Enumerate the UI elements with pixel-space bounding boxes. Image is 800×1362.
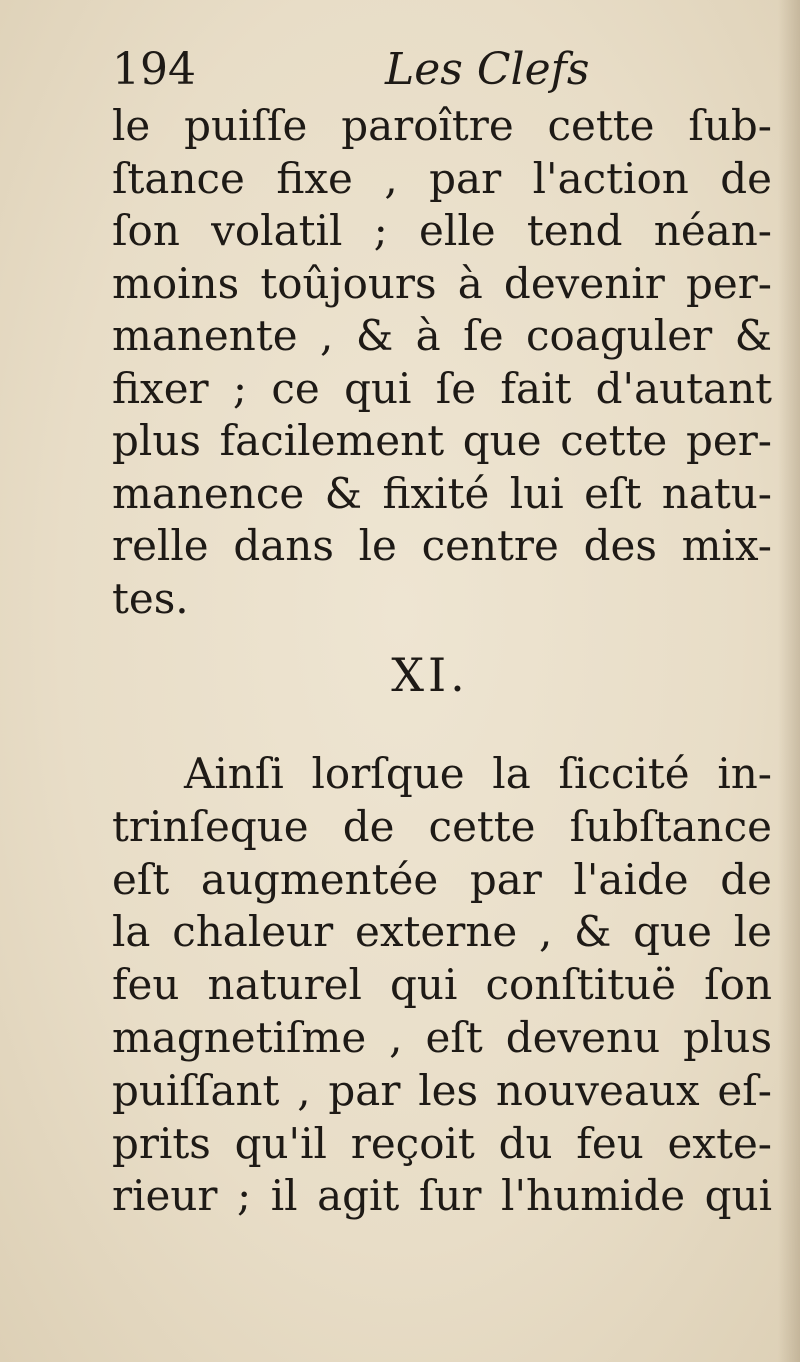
section-number: XI. <box>391 648 469 702</box>
text-line: plus facilement que cette per- <box>112 416 772 465</box>
text-line: fixer ; ce qui ſe fait d'autant <box>112 363 772 413</box>
text-line: Ainſi lorſque la ſiccité in- <box>184 749 772 798</box>
running-head <box>0 40 800 100</box>
text-line: eſt augmentée par l'aide de <box>112 854 772 904</box>
text-line: prits qu'il reçoit du feu exte- <box>112 1118 772 1168</box>
text-line: ſon volatil ; elle tend néan- <box>112 206 772 255</box>
text-line: moins toûjours à devenir per- <box>112 258 772 308</box>
text-line: feu naturel qui conſtituë ſon <box>112 960 772 1010</box>
text-line: trinſeque de cette ſubſtance <box>112 801 772 851</box>
text-line: le puiſſe paroître cette ſub- <box>112 101 772 150</box>
paragraph-1 <box>112 100 772 625</box>
text-line: tes. <box>112 573 189 623</box>
text-line: puiſſant , par les nouveaux eſ- <box>112 1065 772 1115</box>
running-title: Les Clefs <box>385 44 590 95</box>
page-number: 194 <box>112 44 196 95</box>
text-line: manence & fixité lui eſt natu- <box>112 468 772 518</box>
text-line: ſtance fixe , par l'action de <box>112 153 772 203</box>
text-line: la chaleur externe , & que le <box>112 907 772 957</box>
section-heading <box>0 640 800 710</box>
text-line: magnetiſme , eſt devenu plus <box>112 1012 772 1062</box>
text-line: relle dans le centre des mix- <box>112 521 772 570</box>
text-line: manente , & à ſe coaguler & <box>112 311 772 360</box>
paragraph-2 <box>112 748 772 1223</box>
text-line: rieur ; il agit ſur l'humide qui <box>112 1171 772 1221</box>
